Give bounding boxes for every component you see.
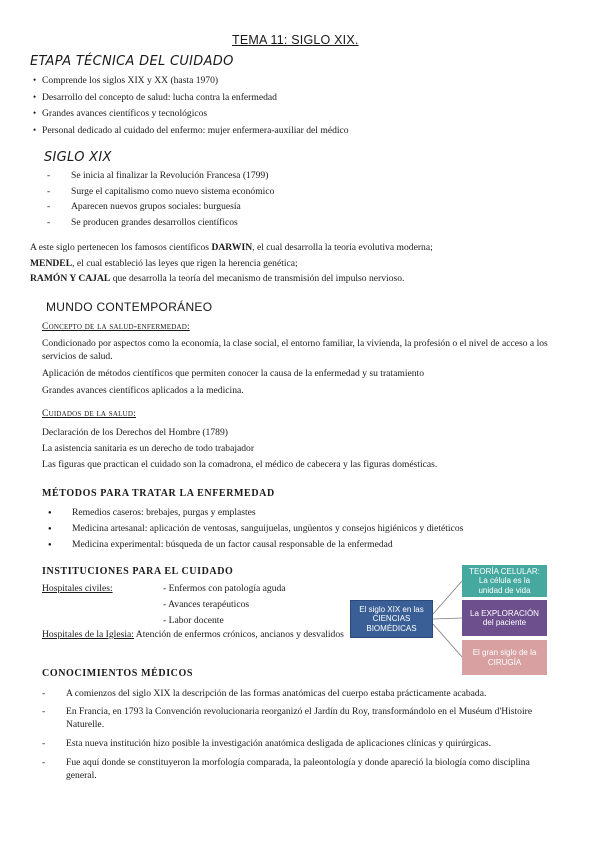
iglesia-text: Atención de enfermos crónicos, ancianos y desvalidos (133, 629, 344, 640)
list-item: - Se producen grandes desarrollos científicos (71, 216, 238, 229)
mundo-heading: MUNDO CONTEMPORÁNEO (46, 300, 213, 314)
iglesia-label: Hospitales de la Iglesia: (42, 629, 134, 640)
concepto-text: Aplicación de métodos científicos que permiten conocer la causa de la enfermedad y su tratamiento (42, 368, 424, 379)
diagram-main-box: El siglo XIX en las CIENCIAS BIOMÉDICAS (350, 600, 433, 638)
concepto-text: Condicionado por aspectos como la economía, la clase social, el entorno familiar, la vivienda, la profesión o el nivel de acceso a los servicios de salud. (42, 338, 548, 362)
list-item: - A comienzos del siglo XIX la descripción de las formas anatómicas del cuerpo estaba prácticamente acabada. (66, 688, 556, 701)
concepto-text: Grandes avances científicos aplicados a la medicina. (42, 385, 244, 396)
civiles-label: Hospitales civiles: (42, 583, 113, 594)
scientists-intro: A este siglo pertenecen los famosos científicos (30, 242, 212, 253)
cuidados-heading: Cuidados de la salud: (42, 408, 136, 419)
list-item: - Esta nueva institución hizo posible la investigación anatómica desligada de aplicaciones clínicas y quirúrgicas. (66, 738, 556, 751)
civiles-item: - Enfermos con patología aguda (163, 583, 286, 594)
diagram-cirugia-box: El gran siglo de la CIRUGÍA (462, 640, 547, 675)
ramon-text: que desarrolla la teoría del mecanismo de transmisión del impulso nervioso. (110, 273, 405, 284)
darwin-name: DARWIN (211, 242, 253, 253)
diagram-teoria-box: TEORÍA CELULAR: La célula es la unidad de vida (462, 565, 547, 597)
siglo-heading: SIGLO XIX (44, 150, 112, 165)
darwin-text: , el cual desarrolla la teoría evolutiva moderna; (252, 242, 433, 253)
list-item: - Surge el capitalismo como nuevo sistema económico (71, 185, 274, 198)
cuidados-text: Declaración de los Derechos del Hombre (1789) (42, 427, 228, 438)
list-item: - Aparecen nuevos grupos sociales: burguesía (71, 200, 241, 213)
list-item: - Fue aquí donde se constituyeron la morfología comparada, la paleontología y donde apareció la biología como disciplina general. (66, 757, 556, 782)
mendel-name: MENDEL (30, 257, 73, 269)
list-item: • Comprende los siglos XIX y XX (hasta 1970) (42, 74, 218, 87)
list-item: • Desarrollo del concepto de salud: lucha contra la enfermedad (42, 91, 277, 104)
list-item: - Se inicia al finalizar la Revolución Francesa (1799) (71, 169, 268, 182)
connector-line (433, 624, 462, 657)
list-item: • Personal dedicado al cuidado del enfermo: mujer enfermera-auxiliar del médico (42, 124, 349, 137)
cuidados-text: Las figuras que practican el cuidado son la comadrona, el médico de cabecera y las figuras domésticas. (42, 459, 438, 470)
etapa-heading: ETAPA TÉCNICA DEL CUIDADO (30, 54, 234, 69)
civiles-item: - Labor docente (163, 615, 224, 626)
list-item: - En Francia, en 1793 la Convención revolucionaria reorganizó el Jardín du Roy, transformándolo en el Muséum d'Histoire Naturelle. (66, 706, 556, 731)
connector-line (433, 581, 462, 614)
connector-line (433, 618, 462, 619)
instituciones-heading: INSTITUCIONES PARA EL CUIDADO (42, 566, 234, 577)
cuidados-text: La asistencia sanitaria es un derecho de todo trabajador (42, 443, 255, 454)
list-item: ● Remedios caseros: brebajes, purgas y emplastes (72, 506, 256, 519)
ramon-name: RAMÓN Y CAJAL (30, 273, 111, 284)
page-title: TEMA 11: SIGLO XIX. (232, 33, 359, 47)
iglesia-paragraph (42, 628, 347, 642)
mendel-text: , el cual estableció las leyes que rigen la herencia genética; (72, 257, 298, 269)
list-item: • Grandes avances científicos y tecnológicos (42, 107, 207, 120)
concepto-heading: Concepto de la salud-enfermedad: (42, 321, 190, 332)
civiles-item: - Avances terapéuticos (163, 599, 250, 610)
list-item: ● Medicina experimental: búsqueda de un factor causal responsable de la enfermedad (72, 538, 393, 551)
list-item: ● Medicina artesanal: aplicación de ventosas, sanguijuelas, ungüentos y consejos higiénicos y dietéticos (72, 522, 463, 535)
metodos-heading: MÉTODOS PARA TRATAR LA ENFERMEDAD (42, 488, 275, 499)
diagram-exploracion-box: La EXPLORACIÓN del paciente (462, 600, 547, 636)
scientists-paragraph (30, 240, 570, 287)
conocimientos-heading: CONOCIMIENTOS MÉDICOS (42, 668, 194, 679)
